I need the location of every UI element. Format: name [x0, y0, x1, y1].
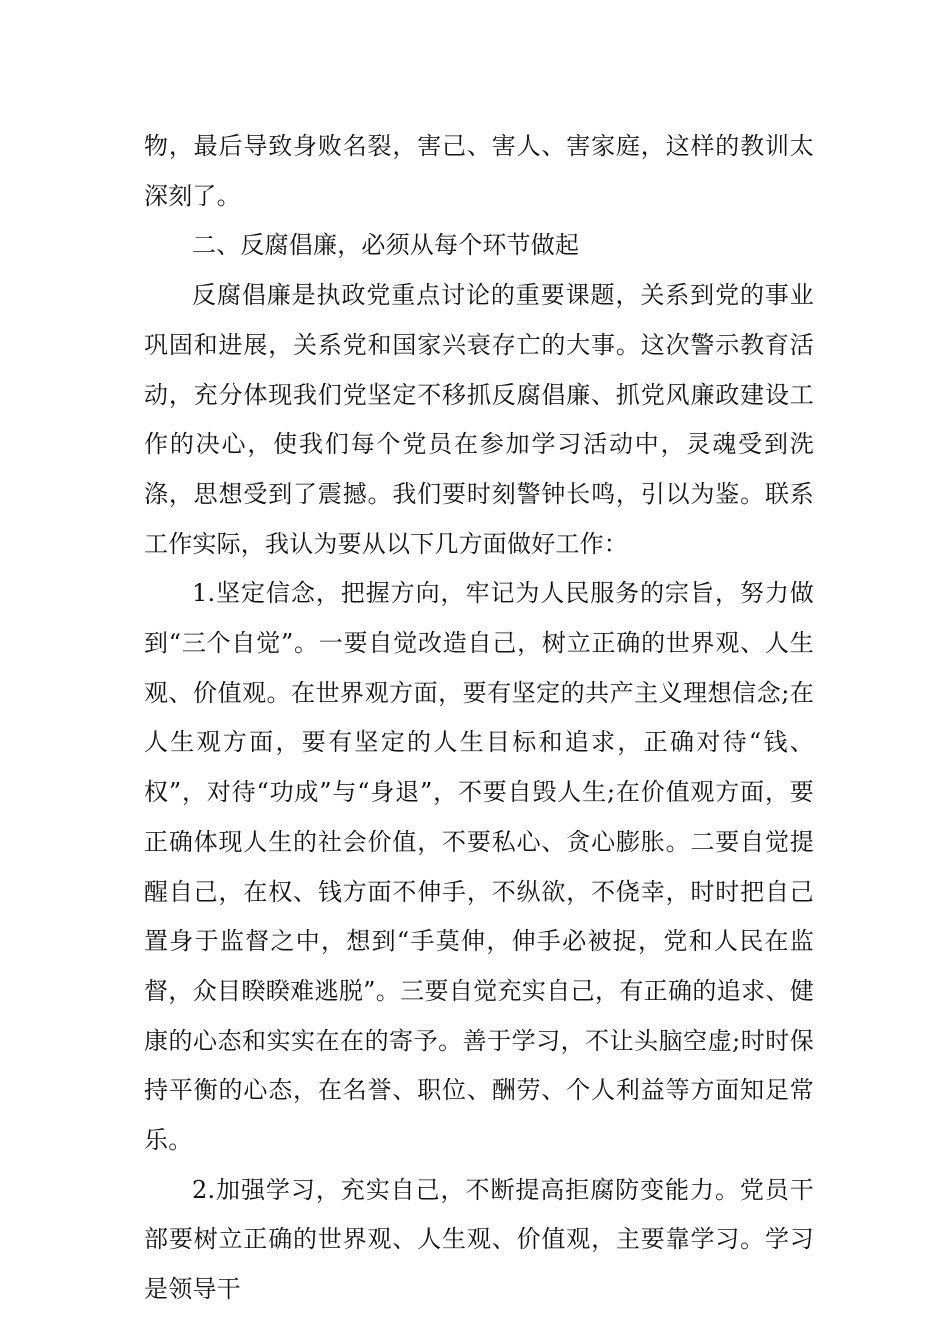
paragraph-4: 2.加强学习，充实自己，不断提高拒腐防变能力。党员干部要树立正确的世界观、人生观、价值观，主要靠学习。学习是领导干 — [144, 1175, 814, 1304]
paragraph-1: 物，最后导致身败名裂，害己、害人、害家庭，这样的教训太深刻了。 — [144, 132, 814, 210]
paragraph-3: 1.坚定信念，把握方向，牢记为人民服务的宗旨，努力做到“三个自觉”。一要自觉改造自己，树立正确的世界观、人生观、价值观。在世界观方面，要有坚定的共产主义理想信念;在人生观方面，要有坚定的人生目标和追求，正确对待“钱、权”，对待“功成”与“身退”，不要自毁人生;在价值观方面，要正确体现人生的社会价值，不要私心、贪心膨胀。二要自觉提醒自己，在权、钱方面不伸手，不纵欲，不侥幸，时时把自己置身于监督之中，想到“手莫伸，伸手必被捉，党和人民在监督，众目睽睽难逃脱”。三要自觉充实自己，有正确的追求、健康的心态和实实在在的寄予。善于学习，不让头脑空虚;时时保持平衡的心态，在名誉、职位、酬劳、个人利益等方面知足常乐。 — [144, 579, 814, 1155]
paragraph-2: 反腐倡廉是执政党重点讨论的重要课题，关系到党的事业巩固和进展，关系党和国家兴衰存亡的大事。这次警示教育活动，充分体现我们党坚定不移抓反腐倡廉、抓党风廉政建设工作的决心，使我们每个党员在参加学习活动中，灵魂受到洗涤，思想受到了震撼。我们要时刻警钟长鸣，引以为鉴。联系工作实际，我认为要从以下几方面做好工作： — [144, 281, 814, 558]
document-body — [144, 122, 814, 1315]
section-heading: 二、反腐倡廉，必须从每个环节做起 — [192, 231, 580, 260]
